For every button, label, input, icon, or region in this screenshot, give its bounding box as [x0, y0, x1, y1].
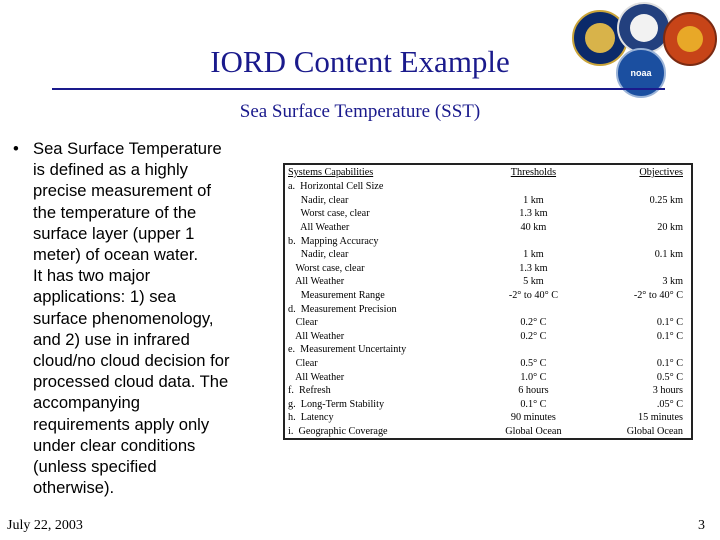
capability-cell: Worst case, clear — [288, 262, 365, 274]
threshold-cell: Global Ocean — [505, 425, 562, 437]
capability-cell: All Weather — [288, 330, 345, 342]
table-header-row — [284, 164, 692, 180]
bullet-text: Sea Surface Temperature is defined as a highly precise measurement of the temperature of the surface layer (upper 1 meter) of ocean water. It has two major applications: 1) sea surface phenomenology, and 2) use in infrared cloud/no cloud decision for processed cloud data. The accompanying requirements apply only under clear conditions (unless specified otherwise). — [33, 139, 230, 498]
objective-cell: -2° to 40° C — [633, 290, 683, 302]
objective-cell — [583, 207, 692, 221]
table-row — [284, 316, 692, 330]
capability-cell: Worst case, clear — [288, 208, 370, 220]
capability-cell: All Weather — [288, 276, 345, 288]
noaa-logo-icon: noaa — [616, 48, 666, 98]
table-row — [284, 357, 692, 371]
objective-cell — [583, 180, 692, 194]
page-number: 3 — [698, 518, 705, 533]
threshold-cell: 1.0° C — [520, 371, 547, 383]
table-row — [284, 289, 692, 303]
objective-cell: Global Ocean — [626, 425, 683, 437]
capability-cell: g. Long-Term Stability — [288, 398, 385, 410]
table-row — [284, 262, 692, 276]
capability-cell: b. Mapping Accuracy — [288, 235, 379, 247]
capability-cell: h. Latency — [288, 412, 334, 424]
objective-cell — [583, 234, 692, 248]
threshold-cell — [484, 234, 583, 248]
threshold-cell — [484, 343, 583, 357]
threshold-cell: 40 km — [520, 222, 547, 234]
capability-cell: f. Refresh — [288, 385, 331, 397]
capability-cell: Nadir, clear — [288, 249, 349, 261]
table-row — [284, 275, 692, 289]
threshold-cell: 1 km — [523, 194, 544, 206]
capability-cell: All Weather — [288, 222, 350, 234]
table-row — [284, 370, 692, 384]
table-row — [284, 207, 692, 221]
threshold-cell: 0.1° C — [520, 398, 547, 410]
threshold-cell: 6 hours — [518, 385, 549, 397]
table-row — [284, 180, 692, 194]
table-row — [284, 194, 692, 208]
threshold-cell: 0.2° C — [520, 317, 547, 329]
capability-cell: d. Measurement Precision — [288, 303, 397, 315]
objective-cell: 0.5° C — [656, 371, 683, 383]
capability-cell: a. Horizontal Cell Size — [288, 181, 384, 193]
slide-title: IORD Content Example — [210, 44, 510, 79]
objective-cell — [583, 262, 692, 276]
table-row — [284, 384, 692, 398]
bullet-icon: • — [13, 139, 19, 158]
threshold-cell: 5 km — [523, 276, 544, 288]
header-objectives: Objectives — [639, 167, 683, 178]
threshold-cell: -2° to 40° C — [508, 290, 558, 302]
objective-cell: 3 km — [662, 276, 683, 288]
table-row — [284, 398, 692, 412]
objective-cell: 0.25 km — [649, 194, 683, 206]
objective-cell: 0.1 km — [654, 249, 683, 261]
table-row — [284, 302, 692, 316]
threshold-cell: 1.3 km — [519, 208, 548, 220]
threshold-cell: 1 km — [523, 249, 544, 261]
objective-cell — [583, 343, 692, 357]
requirements-table — [283, 163, 693, 440]
objective-cell: 3 hours — [652, 385, 683, 397]
slide-subtitle: Sea Surface Temperature (SST) — [239, 101, 481, 122]
capability-cell: Clear — [288, 358, 318, 370]
table-row — [284, 411, 692, 425]
capability-cell: i. Geographic Coverage — [288, 425, 388, 437]
table-row — [284, 330, 692, 344]
table-row — [284, 248, 692, 262]
objective-cell: 15 minutes — [638, 412, 683, 424]
capability-cell: Measurement Range — [288, 290, 385, 302]
capability-cell: Clear — [288, 317, 318, 329]
table-row — [284, 234, 692, 248]
bullet-point — [13, 138, 273, 498]
threshold-cell: 1.3 km — [519, 262, 548, 274]
threshold-cell: 90 minutes — [510, 412, 556, 424]
objective-cell: 0.1° C — [656, 317, 683, 329]
table-row — [284, 221, 692, 235]
table-row — [284, 425, 692, 440]
objective-cell: 20 km — [657, 222, 683, 234]
header-capabilities: Systems Capabilities — [288, 167, 374, 178]
capability-cell: All Weather — [288, 371, 345, 383]
objective-cell — [583, 302, 692, 316]
threshold-cell — [484, 302, 583, 316]
objective-cell: 0.1° C — [656, 358, 683, 370]
capability-cell: Nadir, clear — [288, 194, 349, 206]
header-thresholds: Thresholds — [510, 167, 557, 178]
threshold-cell — [484, 180, 583, 194]
objective-cell: 0.1° C — [656, 330, 683, 342]
objective-cell: .05° C — [656, 398, 683, 410]
table-row — [284, 343, 692, 357]
title-divider — [52, 88, 665, 90]
threshold-cell: 0.2° C — [520, 330, 547, 342]
footer-date: July 22, 2003 — [7, 518, 83, 533]
capability-cell: e. Measurement Uncertainty — [288, 344, 407, 356]
threshold-cell: 0.5° C — [520, 358, 547, 370]
